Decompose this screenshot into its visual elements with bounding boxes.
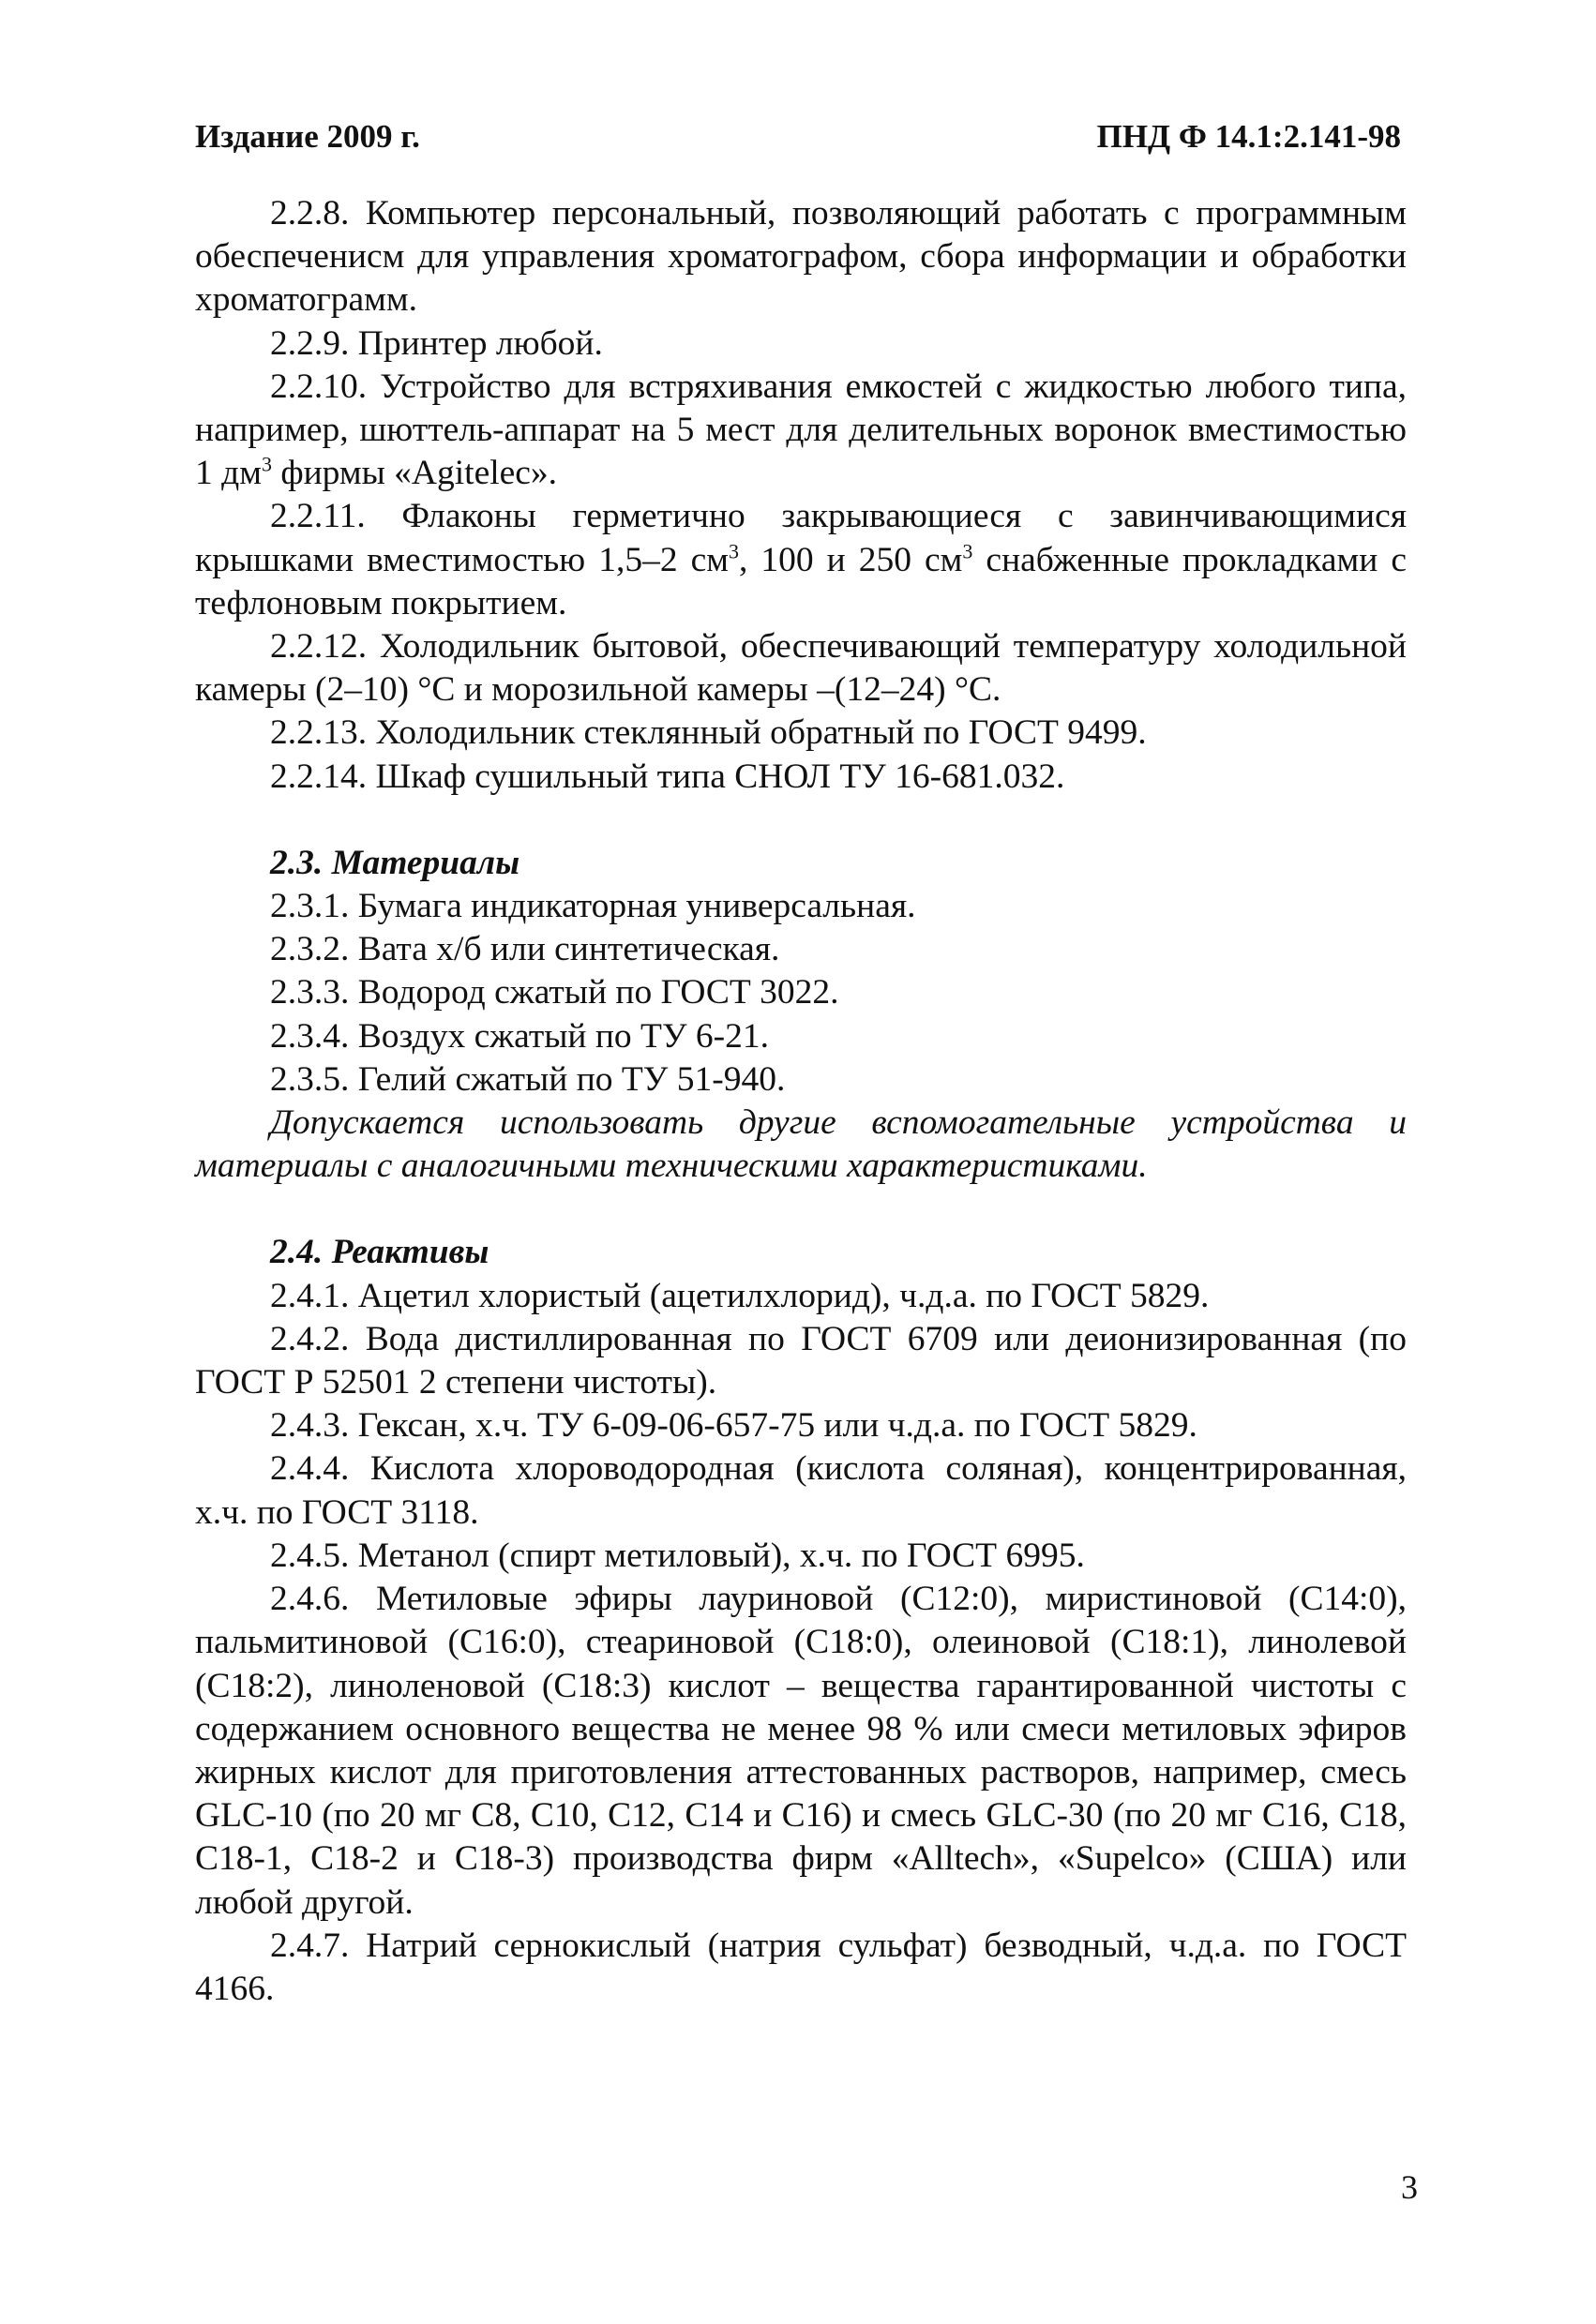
page-header — [195, 118, 1401, 156]
edition-label: Издание 2009 г. — [195, 118, 420, 155]
paragraph-2-4-7: 2.4.7. Натрий сернокислый (натрия сульфат) безводный, ч.д.а. по ГОСТ 4166. — [195, 1926, 1407, 2008]
paragraph-2-4-1: 2.4.1. Ацетил хлористый (ацетилхлорид), ч.д.а. по ГОСТ 5829. — [270, 1276, 1210, 1315]
paragraph-2-2-13: 2.2.13. Холодильник стеклянный обратный по ГОСТ 9499. — [270, 713, 1147, 753]
paragraph-2-3-2: 2.3.2. Вата х/б или синтетическая. — [270, 930, 780, 969]
paragraph-2-3-5: 2.3.5. Гелий сжатый по ТУ 51-940. — [270, 1059, 786, 1099]
paragraph-2-2-9: 2.2.9. Принтер любой. — [270, 323, 603, 363]
paragraph-2-2-14: 2.2.14. Шкаф сушильный типа СНОЛ ТУ 16-681.032. — [270, 757, 1065, 796]
paragraph-2-3-3: 2.3.3. Водород сжатый по ГОСТ 3022. — [270, 973, 839, 1012]
paragraph-2-3-4: 2.3.4. Воздух сжатый по ТУ 6-21. — [270, 1016, 769, 1056]
document-code: ПНД Ф 14.1:2.141-98 — [1096, 118, 1401, 155]
paragraph-2-3-1: 2.3.1. Бумага индикаторная универсальная. — [270, 887, 916, 926]
paragraph-2-4-4: 2.4.4. Кислота хлороводородная (кислота соляная), концентрированная, х.ч. по ГОСТ 3118. — [195, 1449, 1407, 1532]
document-body — [195, 192, 1407, 2011]
paragraph-2-2-11: 2.2.11. Флаконы герметично закрывающиеся с завинчивающимися крышками вместимостью 1,5–2 $см^3$, 100 и 250 $см^3$ снабженные прокладками с тефлоновым покрытием. — [195, 497, 1407, 622]
section-heading-reagents: 2.4. Реактивы — [270, 1233, 489, 1272]
page-number: 3 — [1401, 2168, 1418, 2206]
materials-note: Допускается использовать другие вспомогательные устройства и материалы с аналогичными техническими характеристиками. — [195, 1103, 1407, 1186]
paragraph-2-2-10: 2.2.10. Устройство для встряхивания емкостей с жидкостью любого типа, например, шюттель-аппарат на 5 мест для делительных воронок вместимостью 1 $дм^3$ фирмы «Agitelec». — [195, 367, 1407, 493]
paragraph-2-4-6: 2.4.6. Метиловые эфиры лауриновой (С12:0), миристиновой (С14:0), пальмитиновой (С16:0), стеариновой (С18:0), олеиновой (С18:1), линолевой (С18:2), линоленовой (С18:3) кислот – вещества гарантированной чистоты с содержанием основного вещества не менее 98 % или смеси метиловых эфиров жирных кислот для приготовления аттестованных растворов, например, смесь GLC-10 (по 20 мг С8, С10, С12, С14 и С16) и смесь GLC-30 (по 20 мг С16, С18, С18-1, С18-2 и С18-3) производства фирм «Alltech», «Supelco» (США) или любой другой. — [195, 1580, 1407, 1922]
paragraph-2-4-3: 2.4.3. Гексан, х.ч. ТУ 6-09-06-657-75 или ч.д.а. по ГОСТ 5829. — [270, 1406, 1197, 1446]
paragraph-2-4-2: 2.4.2. Вода дистиллированная по ГОСТ 6709 или деионизированная (по ГОСТ Р 52501 2 степени чистоты). — [195, 1319, 1407, 1402]
paragraph-2-2-12: 2.2.12. Холодильник бытовой, обеспечивающий температуру холодильной камеры (2–10) °С и морозильной камеры –(12–24) °С. — [195, 627, 1407, 710]
section-heading-materials: 2.3. Материалы — [270, 843, 520, 882]
paragraph-2-4-5: 2.4.5. Метанол (спирт метиловый), х.ч. по ГОСТ 6995. — [270, 1536, 1085, 1575]
paragraph-2-2-8: 2.2.8. Компьютер персональный, позволяющий работать с программным обеспеченисм для управления хроматографом, сбора информации и обработки хроматограмм. — [195, 194, 1407, 320]
